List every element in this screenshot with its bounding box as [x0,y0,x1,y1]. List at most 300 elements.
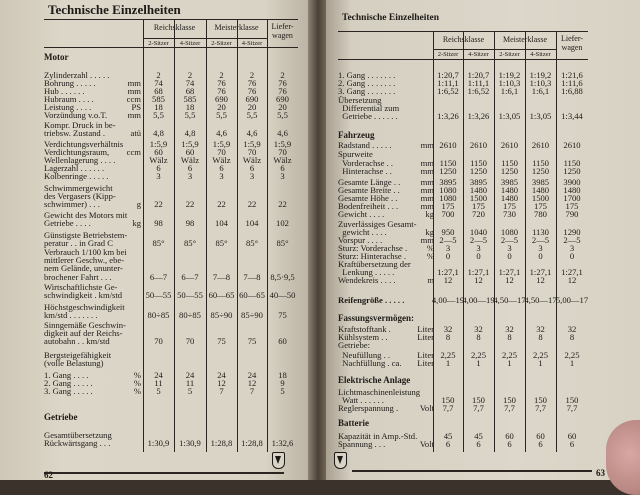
footer-rule [352,470,592,472]
cell-value: 2610 [563,140,581,150]
cell-value: 1480 [469,185,488,195]
row-label-line: peratur . . in Grad C [44,238,113,249]
row-unit: ccm [126,147,141,157]
cell-value: 18 [278,370,287,380]
cell-value: 6 [249,163,255,173]
cell-value: 3 [569,243,575,253]
row-unit: Volt [419,439,434,449]
cell-value: 11 [185,378,195,388]
row-label-line: Reglerspannung . [338,403,399,413]
column-subheader: 4-Sitzer [468,51,489,58]
cell-value: 2610 [439,140,457,150]
row-unit: mm [420,185,434,195]
cell-value: 8 [507,332,512,342]
cell-value: 12 [443,275,453,285]
cell-value: 68 [185,86,195,96]
row-unit: Liter [417,350,434,360]
cell-value: 70 [247,147,257,157]
row-label [338,341,434,349]
column-subheader: 2-Sitzer [148,40,169,47]
cell-value: 2—5 [500,235,519,245]
row-unit: m [427,275,434,285]
row-unit: mm [420,140,434,150]
row-label [44,211,141,227]
cell-value: 3895 [469,177,488,187]
row-unit: % [133,370,141,380]
cell-value: 3985 [500,177,519,187]
cell-value: 60 [278,336,287,347]
cell-value: 8,5·9,5 [270,271,295,282]
cell-value: 0 [445,251,451,261]
cell-value: 98 [154,218,163,229]
row-label-line: Kapazität in Amp.-Std. [338,431,418,441]
logo-shield-icon [334,452,347,469]
row-label-line: autobahn . . km/std [44,336,110,347]
cell-value: 4,50—17 [493,295,526,305]
row-unit: mm [420,235,434,245]
row-label-line: 2. Gang . . . . . . . [338,78,396,88]
cell-value: 18 [185,102,195,112]
row-label-line: Lagerzahl . . . . . . [44,163,105,173]
row-label-line: Günstigste Betriebstem- [44,230,128,240]
row-unit: mm [420,193,434,203]
cell-value: 2,25 [501,350,518,360]
cell-value: 3 [538,243,543,253]
column-subheader: 4-Sitzer [241,40,263,47]
cell-value: 12 [505,275,514,285]
row-label-line: Getriebe: [338,340,370,350]
cell-value: 1:27,1 [529,267,552,278]
cell-value: 22 [278,199,287,210]
cell-value: 6 [156,163,161,173]
row-label [44,184,141,209]
cell-value: 60 [567,431,577,441]
cell-value: 1 [445,358,451,368]
cell-value: Wälz [180,155,200,165]
cell-value: 6 [445,439,451,449]
table-row [338,210,588,218]
cell-value: 22 [217,199,226,210]
row-label-line: Getriebe . . . . . . [338,111,398,122]
cell-value: 85÷90 [241,310,263,321]
cell-value: 1480 [500,185,519,195]
cell-value: 1080 [500,227,519,238]
cell-value: 2610 [469,140,488,150]
cell-value: 60 [505,431,514,441]
table-row [44,121,298,137]
cell-value: 1:27,1 [498,267,521,278]
cell-value: 80÷85 [147,310,170,321]
row-label [44,121,141,137]
page-title: Technische Einzelheiten [48,2,181,17]
row-label [338,388,434,404]
cell-value: 6 [280,163,285,173]
row-label-line: Bohrung . . . . . [44,78,96,88]
cell-value: 12 [536,275,545,285]
row-label-line: 2. Gang . . . . . [44,378,93,388]
cell-value: 6 [538,439,543,449]
cell-value: 2 [249,70,255,80]
row-label-line: Vorderachse . . [338,158,394,168]
row-label-line: Spurweite [338,149,373,159]
cell-value: 2610 [500,140,519,150]
cell-value: Wälz [212,155,231,165]
row-unit: g [136,199,141,210]
cell-value: 150 [472,395,485,406]
row-label [44,111,141,119]
cell-value: 1:27,1 [467,267,490,278]
row-label [44,283,141,299]
cell-value: 104 [245,218,259,229]
cell-value: 1:6,1 [500,86,519,96]
row-label-line: Verdichtungsraum, [44,147,110,157]
cell-value: 6 [219,163,224,173]
cell-value: 4,00—19 [431,295,465,305]
cell-value: 150 [441,395,455,406]
cell-value: 4,6 [216,128,227,139]
cell-value: 6 [507,439,512,449]
row-label-line: Gesamte Höhe . . [338,193,398,203]
cell-value: 175 [441,201,455,211]
cell-value: 1250 [563,166,581,176]
cell-value: 6 [476,439,481,449]
row-label [338,276,434,284]
table-row [338,141,588,149]
cell-value: 1 [538,358,543,368]
cell-value: 60 [185,147,195,157]
row-label-line: 1. Gang . . . . [44,370,89,380]
cell-value: 60 [536,431,545,441]
cell-value: 1250 [439,166,457,176]
cell-value: 150 [503,395,516,406]
cell-value: 4,6 [246,128,258,139]
cell-value: 1:3,26 [437,111,459,122]
row-unit: % [426,251,434,261]
cell-value: 3 [476,243,481,253]
cell-value: 1250 [500,166,519,176]
cell-value: 22 [154,199,163,210]
cell-value: 5,5 [153,110,164,120]
column-group-header: Reichsklasse [153,23,196,32]
page-number: 63 [596,468,605,478]
cell-value: 5,5 [277,110,288,120]
cell-value: 68 [154,86,163,96]
cell-value: 1:27,1 [561,267,583,278]
cell-value: 1:32,6 [271,438,294,449]
cell-value: 70 [217,147,226,157]
cell-value: 6—7 [149,271,168,282]
cell-value: 75 [278,310,287,321]
column-group-header: Liefer- wagen [560,34,584,52]
cell-value: 1:20,7 [437,70,459,80]
column-subheader: 4-Sitzer [530,51,551,58]
row-unit: mm [420,201,434,211]
cell-value: 6 [569,439,575,449]
row-unit: kg [132,218,141,229]
cell-value: 1:5,9 [243,139,261,149]
table-row [44,172,298,180]
row-label-line: Reifengröße . . . . . [338,295,405,305]
cell-value: 0 [507,251,512,261]
cell-value: 76 [217,78,226,88]
cell-value: 20 [247,102,257,112]
column-group-header: Meisterklasse [214,23,259,32]
row-label-line: 3. Gang . . . . . [44,386,93,396]
row-label [338,96,434,121]
cell-value: 12 [247,378,257,388]
row-unit: atü [130,128,141,139]
cell-value: 1:11,6 [561,78,583,88]
cell-value: 7 [219,386,224,396]
row-label [338,141,434,149]
cell-value: 60—65 [208,290,235,301]
group-rule [143,38,267,39]
row-label-line: Spannung . . . [338,439,386,449]
section-heading: Fassungsvermögen: [338,313,414,323]
row-unit: % [133,386,141,396]
row-label-line: 3. Gang . . . . . . . [338,86,396,96]
row-label-line: Hubraum . . . . [44,94,94,104]
cell-value: 32 [474,324,483,334]
cell-value: 32 [536,324,545,334]
cell-value: 1500 [469,193,488,203]
cell-value: 20 [278,102,287,112]
cell-value: 85° [215,238,228,249]
row-label-line: Kraftübersetzung der [338,259,411,269]
row-label-line: Gewicht . . . . [338,209,385,219]
cell-value: Wälz [273,155,292,165]
cell-value: 3895 [439,177,457,187]
row-unit: Liter [417,332,434,342]
cell-value: 1 [569,358,575,368]
cell-value: 1:5,9 [149,139,168,149]
cell-value: 1:19,2 [529,70,552,80]
cell-value: 76 [278,78,287,88]
row-label-line: Vorspur . . . . [338,235,383,245]
cell-value: 1080 [439,185,457,195]
cell-value: 60—65 [239,290,265,301]
row-label-line: Lenkung . . . . . [338,267,395,278]
cell-value: 1:6,52 [437,86,459,96]
row-label-line: Zylinderzahl . . . . . [44,70,110,80]
row-label [338,404,434,412]
row-label [338,260,434,276]
section-heading: Getriebe [44,412,78,422]
row-label [44,321,141,346]
cell-value: 2—5 [531,235,550,245]
cell-value: 75 [217,336,226,347]
table-row [338,359,588,367]
cell-value: 7,7 [473,403,484,413]
cell-value: 2,25 [440,350,456,360]
row-label-line: Vorzündung v.o.T. [44,110,108,120]
section-heading: Fahrzeug [338,130,375,140]
row-label [338,359,434,367]
cell-value: 5,5 [216,110,227,120]
table-row [338,260,588,276]
row-label-line: schwimmer) . . . [44,199,100,210]
cell-value: 730 [503,209,516,219]
cell-value: 4,8 [153,128,164,139]
row-label-line: Hinterachse . . [338,166,392,176]
row-label-line: digkeit auf der Reichs- [44,328,123,339]
row-unit: ccm [126,94,141,104]
row-label-line: 1. Gang . . . . . . . [338,70,396,80]
row-unit: % [133,378,141,388]
cell-value: 0 [476,251,481,261]
row-label-line: Bodenfreiheit . . . [338,201,399,211]
row-label-line: Getriebe . . . . [44,218,91,229]
cell-value: 6—7 [181,271,199,282]
cell-value: 24 [154,370,163,380]
table-row [338,276,588,284]
cell-value: 1:30,9 [147,438,170,449]
cell-value: 32 [567,324,577,334]
cell-value: 2 [187,70,193,80]
row-label [338,220,434,236]
row-label-line: Kraftstofftank . [338,324,391,334]
column-group-header: Reichsklasse [442,35,485,44]
row-label-line: triebsw. Zustand . [44,128,106,139]
cell-value: 60 [154,147,163,157]
table-row [338,87,588,95]
footer-rule [44,472,284,474]
cell-value: 2 [219,70,224,80]
cell-value: 1:27,1 [437,267,459,278]
cell-value: 102 [276,218,289,229]
cell-value: 1080 [439,193,457,203]
column-subheader: 2-Sitzer [499,51,520,58]
header-bottom-rule [44,47,298,48]
row-unit: Liter [417,324,434,334]
cell-value: 22 [185,199,195,210]
cell-value: 8 [445,332,451,342]
cell-value: 4,50—17 [524,295,557,305]
table-row [44,283,298,299]
cell-value: 74 [154,78,163,88]
cell-value: 175 [472,201,485,211]
table-row [44,303,298,319]
cell-value: 1250 [531,166,550,176]
finger [606,420,640,495]
section-heading: Elektrische Anlage [338,375,411,385]
cell-value: 85÷90 [210,310,233,321]
cell-value: 85° [276,238,289,249]
cell-value: 5,5 [184,110,196,120]
cell-value: Wälz [242,155,262,165]
cell-value: 700 [441,209,455,219]
column-subheader: 4-Sitzer [179,40,201,47]
table-row [44,387,298,395]
cell-value: 2—5 [469,235,488,245]
table-row [338,341,588,349]
row-unit: kg [425,227,434,238]
cell-value: 2 [156,70,161,80]
cell-value: 2,25 [532,350,549,360]
row-label [44,431,141,447]
cell-value: 6 [187,163,193,173]
row-unit: mm [127,110,141,120]
cell-value: 45 [443,431,453,441]
row-label-line: Verbrauch 1/100 km bei [44,247,127,257]
cell-value: 1150 [563,158,581,168]
cell-value: 4,00—19 [462,295,495,305]
table-row [338,388,588,404]
row-label-line: Wellenlagerung . . . . [44,155,116,165]
row-label-line: Übersetzung [338,95,382,105]
cell-value: 5 [187,386,193,396]
cell-value: 76 [247,78,257,88]
cell-value: 1:11,1 [437,78,459,88]
cell-value: 950 [441,227,455,238]
left-page [0,0,312,480]
cell-value: 1150 [439,158,457,168]
cell-value: 5 [156,386,161,396]
cell-value: 3 [249,171,255,181]
cell-value: 1:5,9 [181,139,199,149]
row-label-line: Sturz: Vorderachse . [338,243,408,253]
row-label-line: Nachfüllung . ca. [338,358,402,368]
cell-value: 1:3,05 [529,111,552,122]
cell-value: 7—8 [212,271,231,282]
row-unit: mm [420,166,434,176]
cell-value: 1:6,88 [561,86,583,96]
row-label-line: Verdichtungsverhältnis [44,139,124,149]
cell-value: 3985 [531,177,550,187]
table-row [44,248,298,281]
cell-value: 2—5 [439,235,457,245]
column-subheader: 2-Sitzer [437,51,459,58]
row-label-line: (volle Belastung) [44,358,104,369]
cell-value: 70 [278,147,287,157]
cell-value: 0 [569,251,575,261]
cell-value: 22 [247,199,257,210]
row-label-line: Wirtschaftlichste Ge- [44,282,118,292]
cell-value: 2,25 [470,350,487,360]
cell-value: 690 [245,94,259,104]
cell-value: 1150 [470,158,487,168]
cell-value: 1480 [531,185,550,195]
cell-value: 1150 [501,158,518,168]
cell-value: 1:5,9 [273,139,292,149]
row-label [44,387,141,395]
cell-value: 1290 [563,227,581,238]
cell-value: 70 [185,336,195,347]
row-label-line: Zuverlässiges Gesamt- [338,219,417,229]
cell-value: 1480 [563,185,581,195]
row-label-line: Watt . . . . . . [338,395,384,406]
cell-value: 1:28,8 [241,438,263,449]
row-label-line: Neufüllung . . [338,350,391,360]
table-row [338,150,588,158]
cell-value: 2610 [531,140,550,150]
row-label-line: Lichtmaschinenleistung [338,387,421,397]
cell-value: 1:20,7 [467,70,490,80]
cell-value: 720 [472,209,485,219]
cell-value: 45 [474,431,483,441]
cell-value: 150 [534,395,547,406]
cell-value: 175 [534,201,547,211]
cell-value: 74 [185,78,195,88]
page-title: Technische Einzelheiten [342,13,440,23]
cell-value: 790 [565,209,579,219]
cell-value: 104 [215,218,228,229]
row-label [338,210,434,218]
row-unit: kg [425,209,434,219]
table-row [44,321,298,346]
table-row [338,440,588,448]
cell-value: 76 [278,86,287,96]
